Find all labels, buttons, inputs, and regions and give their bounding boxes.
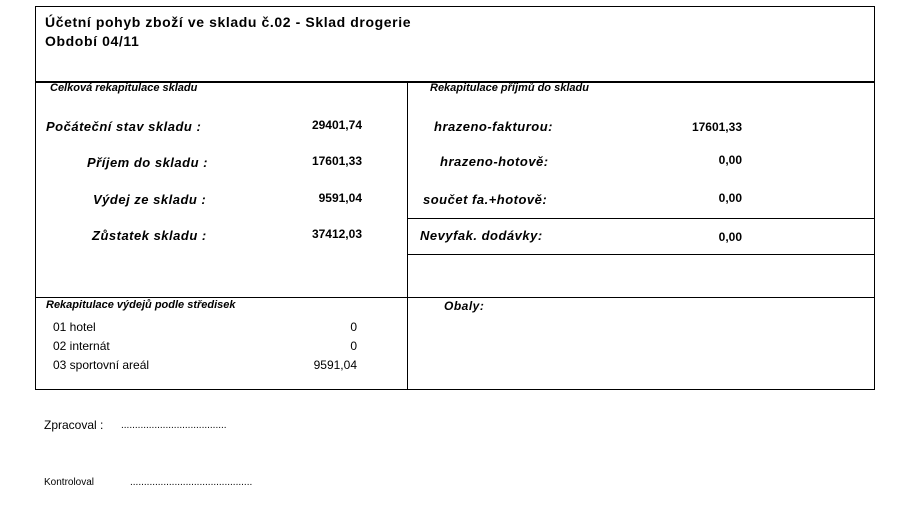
processed-by-label: Zpracoval : <box>44 418 104 432</box>
closing-stock-value: 37412,03 <box>311 227 362 241</box>
checked-by-line: ............................................ <box>130 477 253 488</box>
right-sum-divider <box>408 218 874 219</box>
issues-value: 9591,04 <box>318 191 362 205</box>
centers-heading: Rekapitulace výdejů podle středisek <box>46 299 236 311</box>
issues-label: Výdej ze skladu : <box>93 192 207 207</box>
uninvoiced-deliveries-value: 0,00 <box>718 230 742 244</box>
invoiced-value: 17601,33 <box>691 120 742 134</box>
report-period: Období 04/11 <box>45 33 140 49</box>
center-row-value: 0 <box>350 320 357 334</box>
cash-label: hrazeno-hotově: <box>440 154 549 169</box>
opening-stock-value: 29401,74 <box>311 118 362 132</box>
checked-by-label: Kontroloval <box>44 477 95 488</box>
middle-divider <box>35 297 875 298</box>
center-row-value: 9591,04 <box>313 358 357 372</box>
cash-value: 0,00 <box>718 153 742 167</box>
invoice-cash-sum-value: 0,00 <box>718 191 742 205</box>
stock-summary-heading: Celková rekapitulace skladu <box>50 82 198 94</box>
receipts-summary-heading: Rekapitulace příjmů do skladu <box>430 82 589 94</box>
invoice-cash-sum-label: součet fa.+hotově: <box>423 192 548 207</box>
report-title: Účetní pohyb zboží ve skladu č.02 - Sklad drogerie <box>45 14 412 30</box>
center-row-label: 02 internát <box>53 339 110 353</box>
opening-stock-label: Počáteční stav skladu : <box>46 119 202 134</box>
receipts-value: 17601,33 <box>311 154 362 168</box>
packaging-label: Obaly: <box>444 299 485 313</box>
center-row-value: 0 <box>350 339 357 353</box>
closing-stock-label: Zůstatek skladu : <box>92 228 207 243</box>
right-bottom-divider <box>408 254 874 255</box>
receipts-label: Příjem do skladu : <box>87 155 208 170</box>
invoiced-label: hrazeno-fakturou: <box>434 119 553 134</box>
processed-by-line: ...................................... <box>121 420 227 431</box>
column-divider <box>407 81 408 390</box>
center-row-label: 01 hotel <box>53 320 96 334</box>
uninvoiced-deliveries-label: Nevyfak. dodávky: <box>420 228 543 243</box>
center-row-label: 03 sportovní areál <box>53 358 150 372</box>
